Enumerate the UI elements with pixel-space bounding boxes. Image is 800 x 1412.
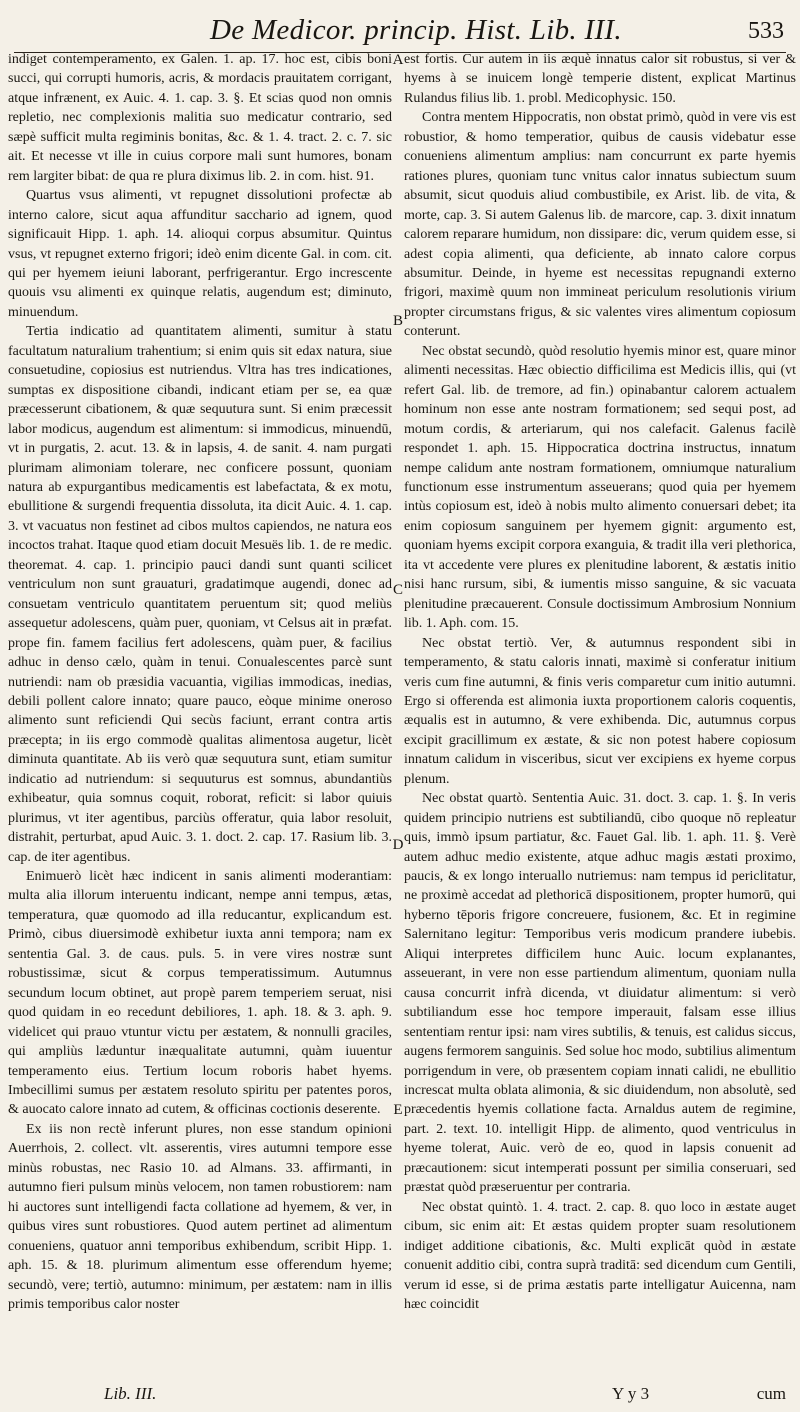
paragraph: Nec obstat secundò, quòd resolutio hyemis minor est, quare minor alimenti necessitas. Hæc obiectio difficilima est Medicis illis, qui (vt refert Gal. lib. de tremore, ad fin.) opinabantur calorem actualem hominum non esse ante nostram formationem; sed sequi post, ad motum cordis, & arteriarum, qui nos calefacit. Galenus facilè respondet 1. aph. 15. Hippocratica doctrina instructus, innatum nempe calidum ante nostram formationem, omniumque naturalium functionum esse instrumentum asseuerans; quod quia per hyemem intùs copiosum est, ideò à nobis multo alimento conuersari debet; ita enim copiosum sanguinem per hyemem gignit: argumento est, quoniam hyems excipit corpora exanguia, & tradit illa veri plethorica, ita vt accedente vere plures ex plenitudine laborent, & æstatis initio nisi hanc rursum, sibi, & iumentis misso sanguine, & sic vacuata plenitudine præcauerent. Consule doctissimum Ambrosium Nonnium lib. 1. Aph. com. 15. bbox=[404, 343, 796, 632]
paragraph: Contra mentem Hippocratis, non obstat primò, quòd in vere vis est robustior, & homo temperatior, quibus de causis videbatur esse conueniens alimentum amplius: nam concurrunt ex parte hyemis rationes plures, quoniam tunc vnitus calor innatus subiectum suum absumit, sicut quoduis aliud combustibile, ex Arist. lib. de vita, & morte, cap. 3. Si autem Galenus lib. de marcore, cap. 3. dixit innatum calorem reparare humidum, non dissipare: dic, verum quidem esse, si adest copia alimenti, qua deficiente, ab innato calore corpus absumitur. Deinde, in hyeme est necessitas repugnandi externo frigori, maximè quum non immineat periculum resolutionis virium propter circumstans frigus, & sic valentes vires alimentum copiosum conterunt. bbox=[404, 110, 796, 340]
text-columns bbox=[0, 50, 800, 1382]
paragraph: est fortis. Cur autem in iis æquè innatus calor sit robustus, si ver & hyems à se inuicem longè temperie distent, explicat Martinus Rulandus filius lib. 1. probl. Medicophysic. 150. bbox=[404, 52, 796, 106]
page-number: 533 bbox=[748, 18, 784, 44]
paragraph: Nec obstat quintò. 1. 4. tract. 2. cap. 8. quo loco in æstate auget cibum, sic enim ait: Et æstas quidem propter suam resolutionem indiget additione cibationis, &c. Multi explicāt quòd in æstate conuenit additio cibi, contra suprà traditā: sed dicendum cum Gentili, verum id esse, si de prima æstatis parte intelligatur Auicenna, nam hæc coincidit bbox=[404, 1199, 796, 1312]
paragraph: Ex iis non rectè inferunt plures, non esse standum opinioni Auerrhois, 2. collect. vlt. asserentis, vires autumni tempore esse minùs robustas, nec Rasio 10. ad Almans. 33. affirmanti, in autumno fieri pulsum minùs velocem, non tamen robustiorem: nam hi auctores sunt intelligendi facta collatione ad hyemem, & ver, in quibus vires sunt robustiores. Quod autem pertinet ad alimentum conueniens, quatuor anni temporibus exhibendum, scribit Hipp. 1. aph. 15. & 18. plurimum alimentum esse offerendum hyeme; secundò, vere; tertiò, autumno: minimum, per æstatem: nam in illis primis temporibus calor noster bbox=[8, 1121, 392, 1312]
margin-letter-a: A bbox=[392, 52, 404, 68]
paragraph: Nec obstat quartò. Sententia Auic. 31. doct. 3. cap. 1. §. In veris quidem principio nutriens est subtiliandū, cibo quoque nō repleatur quis, immò ipsum partiatur, &c. Fauet Gal. lib. 1. aph. 11. §. Verè autem adhuc medio existente, atque adhuc magis æstati proximo, paucis, & ex longo interuallo nutriemus: nam tempus id periclitatur, ne proximè accedat ad plethoricā dispositionem, propter humorū, qui hyberno tēporis frigore concreuere, fusionem, &c. Et in regimine Salernitano legitur: Temporibus veris modicum prandere iubebis. Aliqui interpretes difficilem hunc Auic. locum explanantes, asseuerant, in vere non esse partiendum alimentum, quoniam nulla causa concurrit infrà dicenda, vt diuidatur alimentum: si verò subtiliandum esse hoc tempore imperauit, falsam esse illius sententiam rentur ipsi: nam vires subtilis, & tenuis, est calidus siccus, augens fermorem sanguinis. Sed solue hoc modo, subtilius alimentum porrigendum in vere, ob præsentem copiam innati calidi, ne ebullitio increscat multa oblata alimonia, & sic diuidendum, non absolutè, sed præcedentis hyemis collatione facta. Arnaldus autem de regimine, part. 2. text. 10. intelligit Hipp. de alimento, quod ventriculus in hyeme tolerat, Auic. verò de eo, quod in lapsis conuenit ad præcautionem: sicut intemperati possunt per similia conseruari, sed præstat quòd præseruentur per contraria. bbox=[404, 791, 796, 1196]
signature-mark: Y y 3 bbox=[612, 1384, 650, 1403]
left-column bbox=[8, 50, 392, 1382]
paragraph: indiget contemperamento, ex Galen. 1. ap. 17. hoc est, cibis boni succi, qui corrupti humoris, acris, & mordacis prauitatem corrigant, atque infrænent, ex Auic. 4. 1. cap. 3. §. Et scias quod non omnis repletio, nec complexionis malitia suo medicatur contrario, sed sæpè sufficit multa regiminis bonitas, &c. & 1. 4. tract. 2. c. 7. sic ait. Et necesse vt ille in cuius corpore mali sunt humores, bonam rem largiter bibat: de qua re plura diximus lib. 2. in com. hist. 91. bbox=[8, 52, 392, 184]
page-footer bbox=[0, 1384, 800, 1408]
paragraph: Tertia indicatio ad quantitatem alimenti, sumitur à statu facultatum naturalium trahentium; si enim quis sit edax natura, siue consuetudine, copiosius est nutriendus. Vltra has tres indicationes, sumptas ex dispositione cibandi, indicant etiam per se, ea quæ præcesserunt cibationem, & quæ sequutura sunt. Si enim præcessit labor modicus, augendum est alimentum: si immodicus, minuendū, vt in purgatis, 2. acut. 13. & in lapsis, 4. de sanit. 4. nam purgati plurimam alimoniam tolerare, nec conficere possunt, quoniam natura ab expurgantibus medicamentis est labefactata, & ex motu, ebullitione & surgendi frequentia dissoluta, ita dicit Auic. 4. 1. cap. 3. vt vacuatus non festinet ad cibos multos capiendos, ne natura eos incoctos trahat. Itaque quod etiam docuit Mesuës lib. 1. de re medic. theoremat. 4. cap. 1. principio pauci dandi sunt quanti scilicet ventriculum non sunt grauaturi, gradatimque augendi, donec ad consuetam ventriculo quantitatem peruentum sit; quod meliùs assequetur adolescens, quàm puer, quoniam, vt Celsus ait in præfat. prope fin. famem facilius fert adolescens, quàm puer, & facilius adhuc in denso cælo, quàm in tenui. Conualescentes parcè sunt nutriendi: nam ob præsidia vacuantia, vigilias immodicas, inedias, debili pollent calore innato; quare pauco, eòque minime oneroso alimento sunt reficiendi Qui secùs faciunt, errant contra artis præcepta; in iis ergo commodè qualitas alimentosa augetur, licèt diminuta quantitate. Ab iis verò quæ sequutura sunt, etiam sumitur indicatio ad nutriendum: si sequuturus est somnus, abundantiùs exhibeatur, quia somnus coquit, roborat, reficit: si labor quiuis plurimus, vt iter agentibus, parciùs offeratur, quia labor resoluit, distrahit, perturbat, apud Auic. 3. 1. doct. 2. cap. 17. Rasium lib. 3. cap. de iter agentibus. bbox=[8, 324, 392, 865]
catchword: cum bbox=[756, 1384, 786, 1403]
margin-letter-e: E bbox=[393, 1102, 403, 1118]
paragraph: Quartus vsus alimenti, vt repugnet dissolutioni profectæ ab interno calore, sicut aqua affunditur sacchario ad ignem, quod significauit Hipp. 1. aph. 14. alioqui corpus absumitur. Quintus vsus, vt repugnet externo frigori; ideò enim dicente Gal. in com. cit. qui per hyemem ieiuni laborant, perfrigerantur. Ergo increscente quouis vsu alimenti ex quinque relatis, augendum est; diminuto, minuendum. bbox=[8, 188, 392, 320]
paragraph: Enimuerò licèt hæc indicent in sanis alimenti moderantiam: multa alia illorum interuentu indicant, nempe anni tempus, ætas, temperatura, quæ quomodo ad illa reducantur, explicandum est. Primò, cibus diuersimodè exhibetur iuxta anni tempora; nam ex sententia Gal. 3. de caus. puls. 5. in vere vires nostræ sunt robustissimæ, sicut & corpus temperatissimum. Autumnus secundum locum obtinet, aut propè parem temperiem seruat, nisi quod quidam in eo recedunt debiliores, 1. aph. 18. & 3. aph. 9. videlicet qui prauo vtuntur victu per æstatem, & nonnulli graciles, qui ampliùs læduntur inæqualitate autumni, quàm iuuentur temperamento eius. Tertium locum roboris habet hyems. Imbecillimi sumus per æstatem resoluto spiritu per patentes poros, & auocato calore innato ad cutem, & officinas coctionis deserente. bbox=[8, 869, 392, 1118]
right-column bbox=[404, 50, 796, 1382]
margin-letter-b: B bbox=[392, 313, 403, 329]
margin-letter-c: C bbox=[392, 582, 403, 598]
running-head: De Medicor. princip. Hist. Lib. III. bbox=[210, 14, 622, 46]
page-header bbox=[0, 8, 800, 50]
margin-letter-d: D bbox=[392, 837, 404, 853]
book-label: Lib. III. bbox=[104, 1384, 157, 1403]
paragraph: Nec obstat tertiò. Ver, & autumnus respondent sibi in temperamento, & statu caloris innati, maximè si conferatur initium veris cum fine autumni, & finis veris comparetur cum initio autumni. Ergo si offerenda est alimonia iuxta proportionem caloris coquentis, æqualis est in autumno, & vere exhibenda. Dic, autumnus corpus excipit gracillimum ex æstate, & sic non potest habere copiosum innatum calidum in visceribus, sicut ver excipiens ex hyeme corpus plenum. bbox=[404, 635, 796, 787]
